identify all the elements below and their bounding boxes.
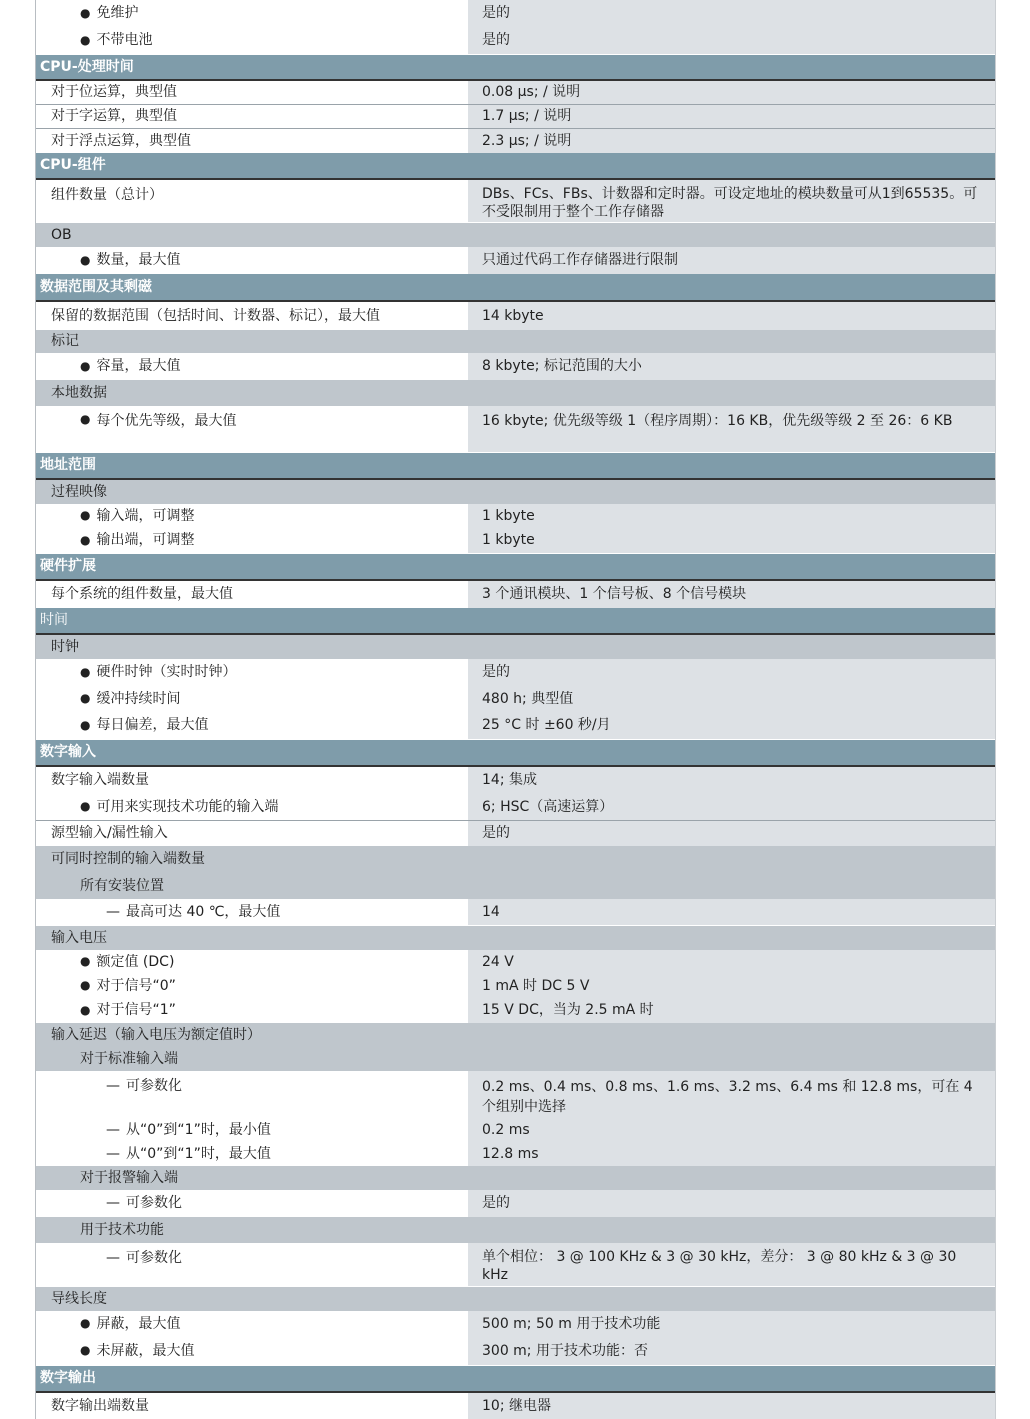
cell-text: 数字输入端数量 (51, 772, 149, 789)
row-value (468, 504, 995, 528)
row-label (36, 247, 467, 274)
cell-text: 单个相位： 3 @ 100 KHz & 3 @ 30 kHz，差分： 3 @ 80 kHz & 3 @ 30 kHz (482, 1249, 957, 1283)
row-value (468, 974, 995, 998)
row-value (468, 1337, 995, 1365)
cell-text: 输入端，可调整 (96, 507, 195, 524)
cell-text: 免维护 (96, 5, 139, 22)
cell-text: 1.7 µs; / 说明 (482, 108, 572, 125)
row-value (468, 821, 995, 846)
row-value (468, 528, 995, 553)
table-row (36, 0, 995, 27)
row-value (468, 581, 995, 608)
row-value (468, 899, 995, 925)
cell-text: 16 kbyte; 优先级等级 1（程序周期）：16 KB，优先级等级 2 至 26：6 KB (482, 413, 953, 429)
cell-text: 不带电池 (96, 32, 153, 49)
bullet-icon: ● (80, 954, 91, 969)
bullet-icon: ● (80, 5, 91, 20)
table-row (36, 1190, 995, 1217)
table-row (36, 1393, 995, 1419)
group-header-standard-inputs (36, 1047, 995, 1071)
row-label: 用于技术功能 (80, 1221, 164, 1238)
cell-text: 是的 (482, 664, 510, 681)
row-label (36, 794, 467, 820)
row-label (36, 406, 467, 452)
row-label: 数据范围及其剩磁 (40, 278, 152, 295)
cell-text: 可参数化 (126, 1250, 182, 1266)
row-label (36, 528, 467, 553)
table-row (36, 528, 995, 553)
cell-text: 3 个通讯模块、1 个信号板、8 个信号模块 (482, 586, 747, 603)
row-value (468, 1142, 995, 1166)
spec-sheet (35, 0, 996, 1419)
cell-text: 是的 (482, 825, 510, 842)
row-label (36, 1311, 467, 1337)
row-label: 地址范围 (40, 457, 96, 474)
row-label: CPU-组件 (40, 157, 106, 174)
bullet-icon: ● (80, 252, 91, 267)
row-label (36, 712, 467, 739)
row-label: 时间 (40, 612, 68, 629)
row-label (36, 180, 467, 222)
row-label (36, 974, 467, 998)
row-value (468, 950, 995, 974)
row-label (36, 659, 467, 686)
row-label (36, 353, 467, 380)
section-header-do (36, 1366, 995, 1393)
row-value (468, 1071, 995, 1118)
table-row (36, 105, 995, 129)
row-value (468, 998, 995, 1023)
cell-text: 可参数化 (126, 1195, 182, 1212)
cell-text: DBs、FCs、FBs、计数器和定时器。可设定地址的模块数量可从1到65535。可不受限制用于整个工作存储器 (482, 186, 978, 220)
cell-text: 14 (482, 903, 500, 920)
row-value (468, 180, 995, 222)
row-label: CPU-处理时间 (40, 58, 134, 75)
dash-marker: — (106, 903, 120, 920)
row-label: 数字输出 (40, 1370, 96, 1387)
cell-text: 10; 继电器 (482, 1397, 551, 1414)
row-label: 输入电压 (51, 929, 107, 946)
cell-text: 0.2 ms、0.4 ms、0.8 ms、1.6 ms、3.2 ms、6.4 ms 和 12.8 ms，可在 4 个组别中选择 (482, 1079, 973, 1115)
cell-text: 对于位运算，典型值 (51, 84, 177, 101)
cell-text: 2.3 µs; / 说明 (482, 132, 572, 149)
dash-marker: — (106, 1145, 120, 1162)
cell-text: 屏蔽，最大值 (96, 1315, 181, 1332)
row-label: 所有安装位置 (80, 877, 164, 894)
row-label (36, 302, 467, 330)
table-row (36, 27, 995, 54)
row-label (36, 1243, 467, 1286)
row-value (468, 0, 995, 27)
bullet-icon: ● (80, 1343, 91, 1358)
section-header-hw (36, 554, 995, 581)
cell-text: 缓冲持续时间 (96, 690, 181, 707)
row-label (36, 0, 467, 27)
table-row (36, 712, 995, 739)
section-header-di (36, 740, 995, 767)
bullet-icon: ● (80, 358, 91, 373)
row-value (468, 302, 995, 330)
row-label (36, 1393, 467, 1419)
row-label (36, 27, 467, 54)
group-header-cable-length (36, 1287, 995, 1311)
table-row (36, 767, 995, 794)
cell-text: 300 m; 用于技术功能：否 (482, 1342, 648, 1359)
cell-text: 是的 (482, 1195, 510, 1212)
bullet-icon: ● (80, 799, 91, 814)
table-row (36, 659, 995, 686)
row-label: OB (51, 226, 72, 243)
row-label: 本地数据 (51, 384, 107, 401)
row-label (36, 998, 467, 1023)
group-header-input-voltage (36, 926, 995, 950)
row-label: 过程映像 (51, 483, 107, 500)
row-label (36, 899, 467, 925)
table-row (36, 247, 995, 274)
table-row (36, 794, 995, 821)
cell-text: 1 kbyte (482, 532, 535, 549)
cell-text: 8 kbyte; 标记范围的大小 (482, 358, 642, 375)
table-row (36, 353, 995, 380)
table-row (36, 406, 995, 452)
table-row (36, 686, 995, 712)
table-row (36, 581, 995, 608)
row-label (36, 1071, 467, 1118)
row-label: 可同时控制的输入端数量 (51, 851, 205, 868)
cell-text: 保留的数据范围（包括时间、计数器、标记），最大值 (51, 307, 380, 324)
cell-text: 额定值 (DC) (96, 953, 175, 970)
cell-text: 数字输出端数量 (51, 1397, 149, 1414)
cell-text: 1 kbyte (482, 507, 535, 524)
row-value (468, 406, 995, 452)
cell-text: 0.2 ms (482, 1121, 530, 1138)
row-label (36, 581, 467, 608)
cell-text: 500 m; 50 m 用于技术功能 (482, 1315, 661, 1332)
cell-text: 12.8 ms (482, 1145, 539, 1162)
cell-text: 480 h; 典型值 (482, 690, 574, 707)
bullet-icon: ● (80, 32, 91, 47)
bullet-icon: ● (80, 691, 91, 706)
row-label (36, 504, 467, 528)
cell-text: 对于字运算，典型值 (51, 108, 177, 125)
row-label: 输入延迟（输入电压为额定值时） (51, 1026, 261, 1043)
cell-text: 24 V (482, 953, 514, 970)
cell-text: 每日偏差，最大值 (96, 717, 209, 734)
table-row (36, 504, 995, 528)
cell-text: 15 V DC，当为 2.5 mA 时 (482, 1002, 654, 1019)
cell-text: 从“0”到“1”时，最小值 (126, 1121, 271, 1138)
row-value (468, 1311, 995, 1337)
cell-text: 数量，最大值 (96, 252, 181, 269)
table-row (36, 180, 995, 222)
row-label: 硬件扩展 (40, 558, 96, 575)
table-row (36, 899, 995, 925)
dash-marker: — (106, 1195, 120, 1212)
bullet-icon: ● (80, 717, 91, 732)
row-value (468, 27, 995, 54)
group-header-local (36, 380, 995, 406)
row-label (36, 686, 467, 712)
row-value (468, 81, 995, 104)
group-header-ob (36, 223, 995, 247)
row-value (468, 659, 995, 686)
cell-text: 输出端，可调整 (96, 532, 195, 549)
section-header-time (36, 608, 995, 635)
cell-text: 14 kbyte (482, 307, 544, 324)
bullet-icon: ● (80, 664, 91, 679)
table-row (36, 1337, 995, 1365)
section-header-data (36, 274, 995, 302)
section-header-address (36, 453, 995, 480)
row-label (36, 1142, 467, 1166)
dash-marker: — (106, 1250, 120, 1266)
table-row (36, 1311, 995, 1337)
row-label (36, 767, 467, 794)
row-value (468, 105, 995, 128)
section-header-cpu-blocks (36, 153, 995, 180)
group-header-clock (36, 635, 995, 659)
cell-text: 源型输入/漏性输入 (51, 825, 168, 842)
group-header-tech-functions (36, 1217, 995, 1243)
cell-text: 最高可达 40 ℃，最大值 (126, 903, 281, 920)
cell-text: 未屏蔽，最大值 (96, 1342, 195, 1359)
row-value (468, 767, 995, 794)
row-value (468, 1190, 995, 1217)
table-row (36, 129, 995, 153)
bullet-icon: ● (80, 1002, 91, 1017)
table-row (36, 821, 995, 846)
cell-text: 14; 集成 (482, 772, 537, 789)
cell-text: 25 °C 时 ±60 秒/月 (482, 717, 611, 734)
cell-text: 6; HSC（高速运算） (482, 798, 614, 815)
section-header-cpu-time (36, 55, 995, 81)
table-row (36, 1142, 995, 1166)
table-row (36, 1071, 995, 1118)
row-value (468, 686, 995, 712)
dash-marker: — (106, 1078, 120, 1094)
bullet-icon: ● (80, 978, 91, 993)
row-label (36, 81, 467, 104)
row-label: 时钟 (51, 638, 79, 655)
table-row (36, 950, 995, 974)
cell-text: 0.08 µs; / 说明 (482, 84, 581, 101)
row-label (36, 105, 467, 128)
row-value (468, 1243, 995, 1286)
cell-text: 对于浮点运算，典型值 (51, 132, 191, 149)
row-label: 数字输入 (40, 744, 96, 761)
cell-text: 可参数化 (126, 1078, 182, 1094)
row-label (36, 1337, 467, 1365)
row-value (468, 129, 995, 153)
table-row (36, 1118, 995, 1142)
cell-text: 容量，最大值 (96, 358, 181, 375)
cell-text: 只通过代码工作存储器进行限制 (482, 252, 678, 269)
table-row (36, 998, 995, 1023)
cell-text: 是的 (482, 32, 510, 49)
table-row (36, 1243, 995, 1286)
cell-text: 硬件时钟（实时时钟） (96, 664, 237, 681)
row-label (36, 1190, 467, 1217)
cell-text: 每个优先等级，最大值 (96, 413, 237, 429)
cell-text: 1 mA 时 DC 5 V (482, 977, 590, 994)
cell-text: 组件数量（总计） (51, 187, 163, 203)
dash-marker: — (106, 1121, 120, 1138)
table-row (36, 302, 995, 330)
row-label: 对于标准输入端 (80, 1050, 178, 1067)
row-label: 对于报警输入端 (80, 1169, 178, 1186)
row-label (36, 1118, 467, 1142)
row-value (468, 247, 995, 274)
row-label (36, 821, 467, 846)
group-header-input-delay (36, 1023, 995, 1047)
cell-text: 对于信号“1” (96, 1002, 176, 1019)
cell-text: 是的 (482, 5, 510, 22)
row-value (468, 1118, 995, 1142)
cell-text: 对于信号“0” (96, 977, 176, 994)
group-header-process-image (36, 480, 995, 504)
group-header-marker (36, 330, 995, 353)
group-header-alarm-inputs (36, 1166, 995, 1190)
table-row (36, 81, 995, 105)
bullet-icon: ● (80, 532, 91, 547)
cell-text: 从“0”到“1”时，最大值 (126, 1145, 271, 1162)
group-header-simultaneous (36, 846, 995, 873)
row-value (468, 353, 995, 380)
group-header-all-positions (36, 873, 995, 899)
row-label: 标记 (51, 333, 79, 350)
row-value (468, 794, 995, 820)
bullet-icon: ● (80, 508, 91, 523)
cell-text: 每个系统的组件数量，最大值 (51, 586, 233, 603)
row-label: 导线长度 (51, 1290, 107, 1307)
table-row (36, 974, 995, 998)
row-value (468, 1393, 995, 1419)
bullet-icon: ● (80, 1316, 91, 1331)
row-label (36, 129, 467, 153)
cell-text: 可用来实现技术功能的输入端 (96, 798, 279, 815)
row-label (36, 950, 467, 974)
bullet-icon: ● (80, 412, 91, 426)
row-value (468, 712, 995, 739)
